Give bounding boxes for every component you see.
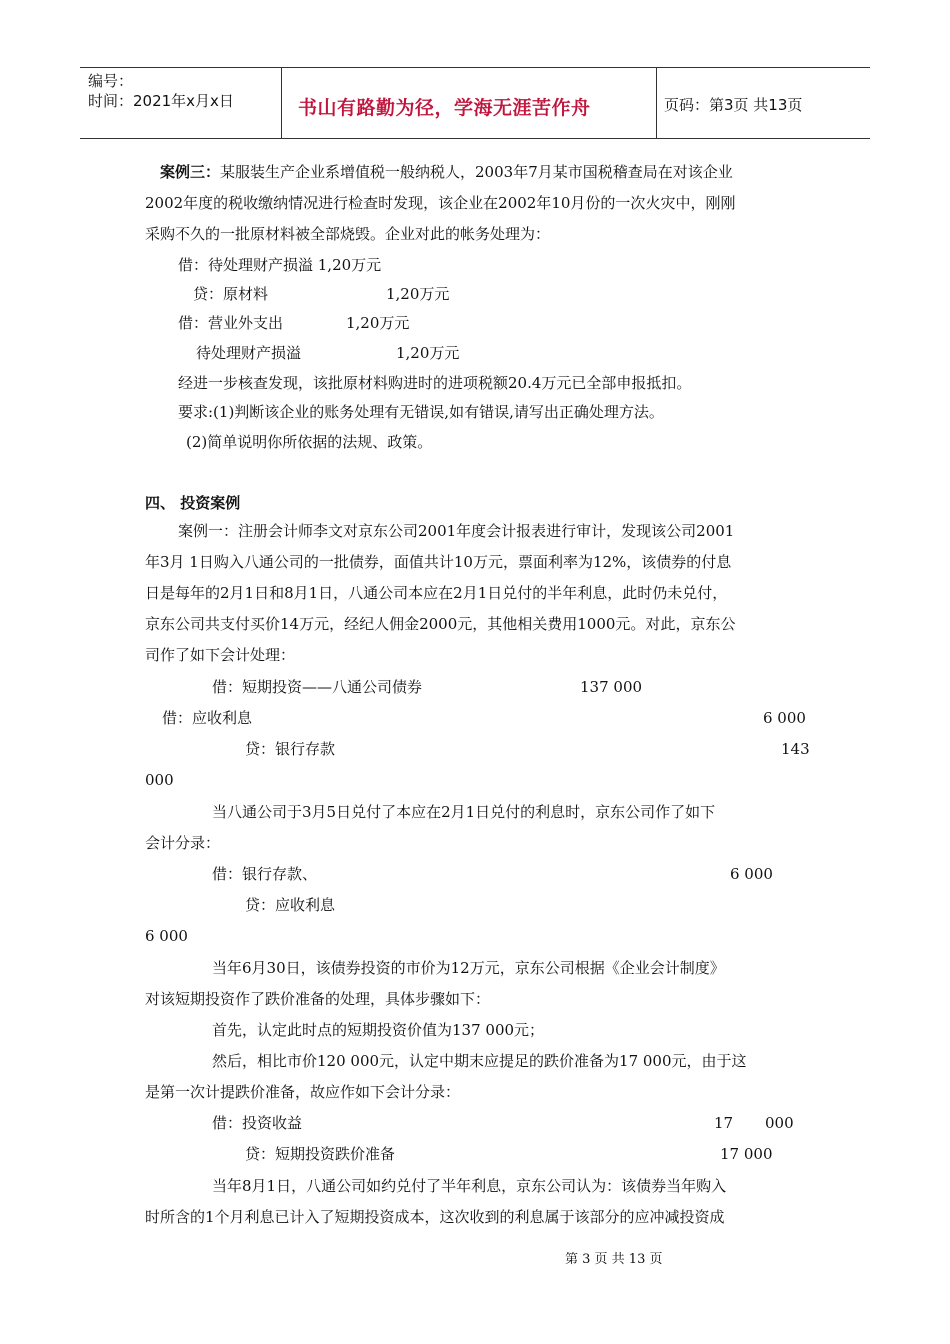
journal-entry-amount: 6 000 [763,709,806,727]
paragraph-line: 当年6月30日，该债券投资的市价为12万元，京东公司根据《企业会计制度》 [212,959,725,977]
paragraph-line: 年3月 1日购入八通公司的一批债券，面值共计10万元，票面利率为12%，该债券的付息 [145,553,732,571]
case3-entry2-label: 贷：原材料 [193,285,269,303]
journal-entry-amount: 000 [145,771,174,789]
paragraph-line: 对该短期投资作了跌价准备的处理，具体步骤如下： [145,990,491,1008]
case3-title: 案例三： [160,163,221,181]
journal-entry-amount: 137 000 [580,678,643,696]
journal-entry-label: 贷：短期投资跌价准备 [245,1145,396,1163]
journal-entry-label: 借：应收利息 [162,709,253,727]
case3-entry2-amount: 1,20万元 [386,285,450,303]
journal-entry-label: 借：投资收益 [212,1114,303,1132]
header-motto: 书山有路勤为径，学海无涯苦作舟 [298,97,591,119]
paragraph-line: 是第一次计提跌价准备，故应作如下会计分录： [145,1083,461,1101]
paragraph-line: 案例一：注册会计师李文对京东公司2001年度会计报表进行审计，发现该公司2001 [178,522,735,540]
doc-number-label: 编号： [88,72,134,90]
paragraph-line: 京东公司共支付买价14万元，经纪人佣金2000元，其他相关费用1000元。对此，京东公 [145,615,736,633]
paragraph-line: 司作了如下会计处理： [145,646,296,664]
paragraph-line: 当年8月1日，八通公司如约兑付了半年利息，京东公司认为：该债券当年购入 [212,1177,727,1195]
journal-entry-amount: 6 000 [145,927,188,945]
case3-entry3-label: 借：营业外支出 [178,314,284,332]
paragraph-line: 然后，相比市价120 000元，认定中期末应提足的跌价准备为17 000元，由于这 [212,1052,747,1070]
header-divider [281,68,282,138]
paragraph-line: 时所含的1个月利息已计入了短期投资成本，这次收到的利息属于该部分的应冲减投资成 [145,1208,725,1226]
case3-line1: 某服装生产企业系增值税一般纳税人，2003年7月某市国税稽查局在对该企业 [220,163,733,181]
case3-entry3-amount: 1,20万元 [346,314,410,332]
case3-note: 经进一步核查发现，该批原材料购进时的进项税额20.4万元已全部申报抵扣。 [178,374,692,392]
case3-paragraph [160,162,733,182]
journal-entry-label: 借：银行存款、 [212,865,318,883]
case3-entry4-amount: 1,20万元 [396,344,460,362]
journal-entry-amount: 143 [781,740,810,758]
journal-entry-label: 贷：应收利息 [245,896,336,914]
section-heading: 四、 投资案例 [145,494,241,512]
case3-line2: 2002年度的税收缴纳情况进行检查时发现，该企业在2002年10月份的一次火灾中，刚刚 [145,194,736,212]
journal-entry-amount: 17 000 [720,1145,773,1163]
paragraph-line: 日是每年的2月1日和8月1日，八通公司本应在2月1日兑付的半年利息，此时仍未兑付， [145,584,728,602]
case3-line3: 采购不久的一批原材料被全部烧毁。企业对此的帐务处理为： [145,225,551,243]
case3-entry4-label: 待处理财产损溢 [196,344,302,362]
page-indicator: 页码：第3页 共13页 [664,96,803,114]
case3-entry1: 借：待处理财产损溢 1,20万元 [178,256,382,274]
case3-requirement-1: 要求:(1)判断该企业的账务处理有无错误,如有错误,请写出正确处理方法。 [178,403,664,421]
header-divider [656,68,657,138]
journal-entry-amount: 6 000 [730,865,773,883]
case3-requirement-2: (2)简单说明你所依据的法规、政策。 [186,433,433,451]
paragraph-line: 会计分录： [145,834,221,852]
paragraph-line: 当八通公司于3月5日兑付了本应在2月1日兑付的利息时，京东公司作了如下 [212,803,716,821]
doc-date-label: 时间：2021年x月x日 [88,92,234,110]
page-footer: 第 3 页 共 13 页 [565,1252,663,1267]
journal-entry-label: 贷：银行存款 [245,740,336,758]
journal-entry-amount: 17 [714,1114,734,1132]
journal-entry-amount: 000 [765,1114,794,1132]
paragraph-line: 首先，认定此时点的短期投资价值为137 000元； [212,1021,545,1039]
journal-entry-label: 借：短期投资——八通公司债券 [212,678,423,696]
